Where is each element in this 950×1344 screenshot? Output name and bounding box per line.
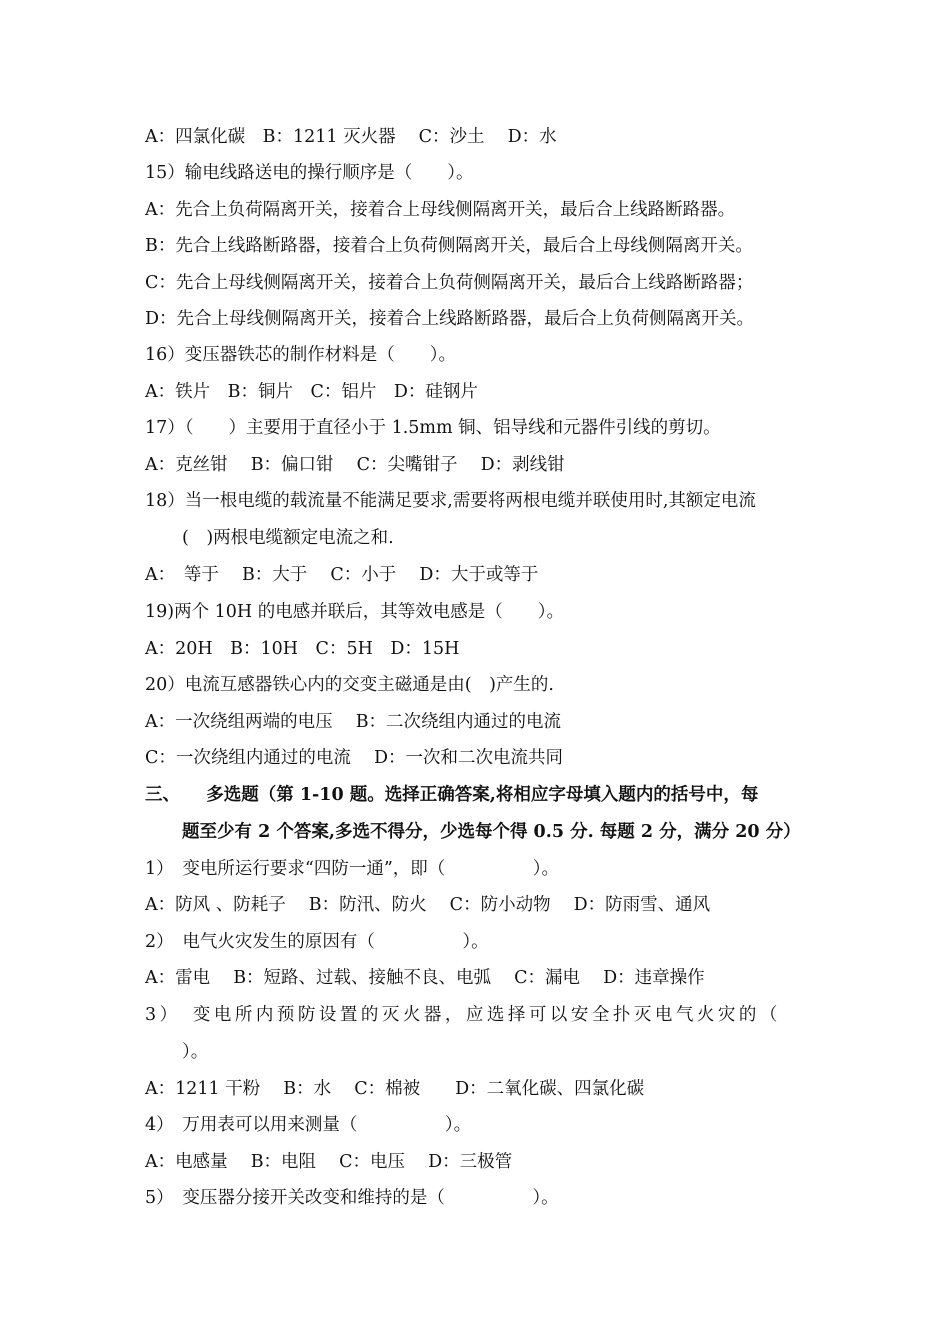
section-3-heading: 三、 多选题（第 1-10 题。选择正确答案,将相应字母填入题内的括号中，每: [145, 785, 759, 805]
options-19: A：20H B：10H C：5H D：15H: [145, 639, 460, 659]
multi-question-4: 4） 万用表可以用来测量（ ）。: [145, 1115, 472, 1135]
multi-options-4: A：电感量 B：电阻 C：电压 D：三极管: [145, 1152, 513, 1172]
question-17: 17）（ ）主要用于直径小于 1.5mm 铜、铝导线和元器件引线的剪切。: [145, 418, 721, 438]
multi-question-1: 1） 变电所运行要求“四防一通”，即（ ）。: [145, 859, 560, 879]
options-20-ab: A：一次绕组两端的电压 B：二次绕组内通过的电流: [145, 712, 562, 732]
option-15d: D：先合上母线侧隔离开关，接着合上线路断路器，最后合上负荷侧隔离开关。: [145, 309, 755, 329]
multi-question-5: 5） 变压器分接开关改变和维持的是（ ）。: [145, 1188, 559, 1208]
options-17: A：克丝钳 B：偏口钳 C：尖嘴钳子 D：剥线钳: [145, 455, 565, 475]
question-18: 18）当一根电缆的载流量不能满足要求,需要将两根电缆并联使用时,其额定电流: [145, 491, 756, 511]
multi-question-3-continued: ）。: [182, 1042, 209, 1062]
multi-question-2: 2） 电气火灾发生的原因有（ ）。: [145, 932, 489, 952]
question-16: 16）变压器铁芯的制作材料是（ ）。: [145, 345, 457, 365]
question-20: 20）电流互感器铁心内的交变主磁通是由( )产生的.: [145, 675, 554, 695]
options-16: A：铁片 B：铜片 C：铝片 D：硅钢片: [145, 382, 478, 402]
multi-options-3: A：1211 干粉 B：水 C：棉被 D：二氧化碳、四氯化碳: [145, 1079, 645, 1099]
options-20-cd: C：一次绕组内通过的电流 D：一次和二次电流共同: [145, 748, 563, 768]
answer-options-q14: A：四氯化碳 B：1211 灭火器 C：沙土 D：水: [145, 127, 557, 147]
option-15a: A：先合上负荷隔离开关，接着合上母线侧隔离开关，最后合上线路断路器。: [145, 200, 736, 220]
question-15: 15）输电线路送电的操行顺序是（ ）。: [145, 163, 474, 183]
option-15b: B：先合上线路断路器，接着合上负荷侧隔离开关，最后合上母线侧隔离开关。: [145, 236, 753, 256]
section-3-instructions: 题至少有 2 个答案,多选不得分，少选每个得 0.5 分. 每题 2 分，满分 20 分）: [182, 822, 801, 842]
question-19: 19)两个 10H 的电感并联后，其等效电感是（ ）。: [145, 602, 564, 622]
multi-question-3: 3） 变电所内预防设置的灭火器，应选择可以安全扑灭电气火灾的（: [145, 1005, 781, 1025]
multi-options-1: A：防风 、防耗子 B：防汛、防火 C：防小动物 D：防雨雪、通风: [145, 895, 711, 915]
options-18: A： 等于 B：大于 C：小于 D：大于或等于: [145, 565, 539, 585]
multi-options-2: A：雷电 B：短路、过载、接触不良、电弧 C：漏电 D：违章操作: [145, 968, 705, 988]
question-18-continued: ( )两根电缆额定电流之和.: [182, 528, 394, 548]
option-15c: C：先合上母线侧隔离开关，接着合上负荷侧隔离开关，最后合上线路断路器；: [145, 273, 754, 293]
